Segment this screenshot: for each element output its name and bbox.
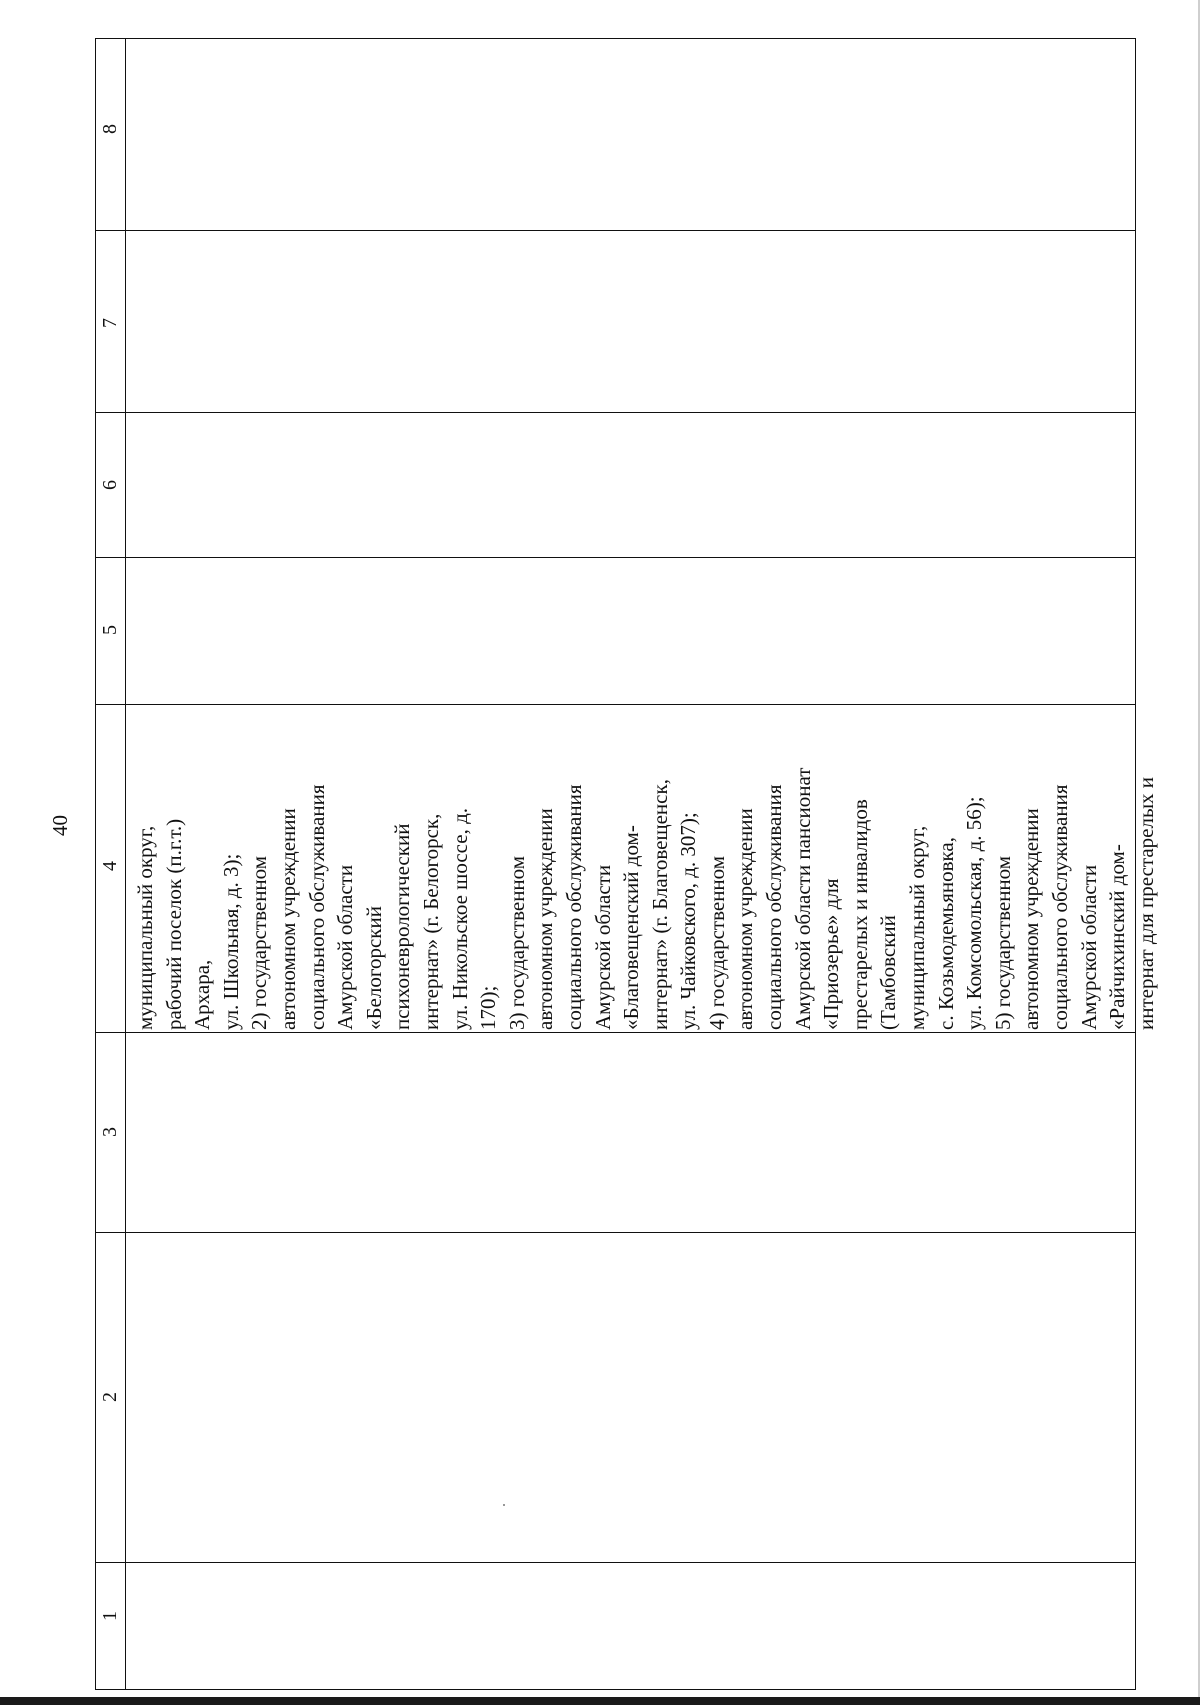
cell-text-line: «Райчихинский дом- bbox=[1105, 844, 1130, 1030]
cell-text-line: 2) государственном bbox=[247, 855, 272, 1030]
header-row-divider bbox=[125, 38, 126, 1690]
cell-text-line: Амурской области пансионат bbox=[790, 767, 815, 1030]
cell-text-line: Архара, bbox=[190, 959, 215, 1030]
cell-text-line: «Белогорский bbox=[361, 906, 386, 1030]
column-header-5: 5 bbox=[99, 625, 121, 635]
cell-text-line: «Благовещенский дом- bbox=[619, 825, 644, 1030]
column-header-7: 7 bbox=[99, 318, 121, 328]
cell-text-line: социального обслуживания bbox=[561, 784, 586, 1030]
column-header-6: 6 bbox=[99, 480, 121, 490]
cell-text-line: Амурской области bbox=[590, 864, 615, 1030]
cell-text-line: муниципальный округ, bbox=[905, 825, 930, 1030]
column-header-4: 4 bbox=[99, 861, 121, 871]
column-header-2: 2 bbox=[99, 1392, 121, 1402]
column-header-8: 8 bbox=[99, 124, 121, 134]
cell-text-line: автономном учреждении bbox=[733, 808, 758, 1030]
cell-text-line: социального обслуживания bbox=[1048, 784, 1072, 1030]
cell-text-line: Амурской области bbox=[1076, 864, 1101, 1030]
cell-text-line: интернат» (г. Благовещенск, bbox=[647, 779, 672, 1030]
cell-text-line: 170); bbox=[476, 985, 501, 1030]
cell-text-line: интернат для престарелых и bbox=[1133, 776, 1158, 1030]
cell-text-line: с. Козьмодемьяновка, bbox=[933, 837, 958, 1030]
cell-text-line: автономном учреждении bbox=[533, 808, 558, 1030]
cell-text-line: социального обслуживания bbox=[762, 784, 787, 1030]
cell-text-line: ул. Школьная, д. 3); bbox=[218, 853, 243, 1030]
cell-text-line: автономном учреждении bbox=[1019, 808, 1044, 1030]
cell-text-line: престарелых и инвалидов bbox=[847, 799, 872, 1030]
cell-text-line: 5) государственном bbox=[990, 855, 1015, 1030]
cell-text-line: социального обслуживания bbox=[304, 784, 329, 1030]
cell-text-line: ул. Чайковского, д. 307); bbox=[676, 812, 701, 1030]
cell-text-line: интернат» (г. Белогорск, bbox=[418, 813, 443, 1030]
column-border bbox=[95, 1032, 1136, 1033]
cell-text-line: ул. Никольское шоссе, д. bbox=[447, 807, 472, 1030]
scan-speck bbox=[503, 1504, 505, 1506]
column-border bbox=[95, 1562, 1136, 1563]
cell-text-line: (Тамбовский bbox=[876, 915, 901, 1030]
cell-text-line: психоневрологический bbox=[390, 823, 415, 1030]
cell-text-line: Амурской области bbox=[333, 864, 358, 1030]
cell-text-line: 4) государственном bbox=[704, 855, 729, 1030]
cell-text-line: ул. Комсомольская, д. 56); bbox=[962, 796, 987, 1030]
column-header-1: 1 bbox=[99, 1611, 121, 1621]
page-number: 40 bbox=[48, 815, 72, 836]
scan-border bbox=[0, 1697, 1200, 1705]
column-4-cell bbox=[131, 90, 1160, 1030]
column-header-3: 3 bbox=[99, 1127, 121, 1137]
cell-text-line: «Приозерье» для bbox=[819, 878, 844, 1030]
cell-text-line: автономном учреждении bbox=[275, 808, 300, 1030]
column-border bbox=[95, 1232, 1136, 1233]
cell-text-line: 3) государственном bbox=[504, 855, 529, 1030]
cell-text-line: муниципальный округ, bbox=[133, 825, 157, 1030]
cell-text-line: рабочий поселок (п.г.т.) bbox=[161, 818, 186, 1030]
